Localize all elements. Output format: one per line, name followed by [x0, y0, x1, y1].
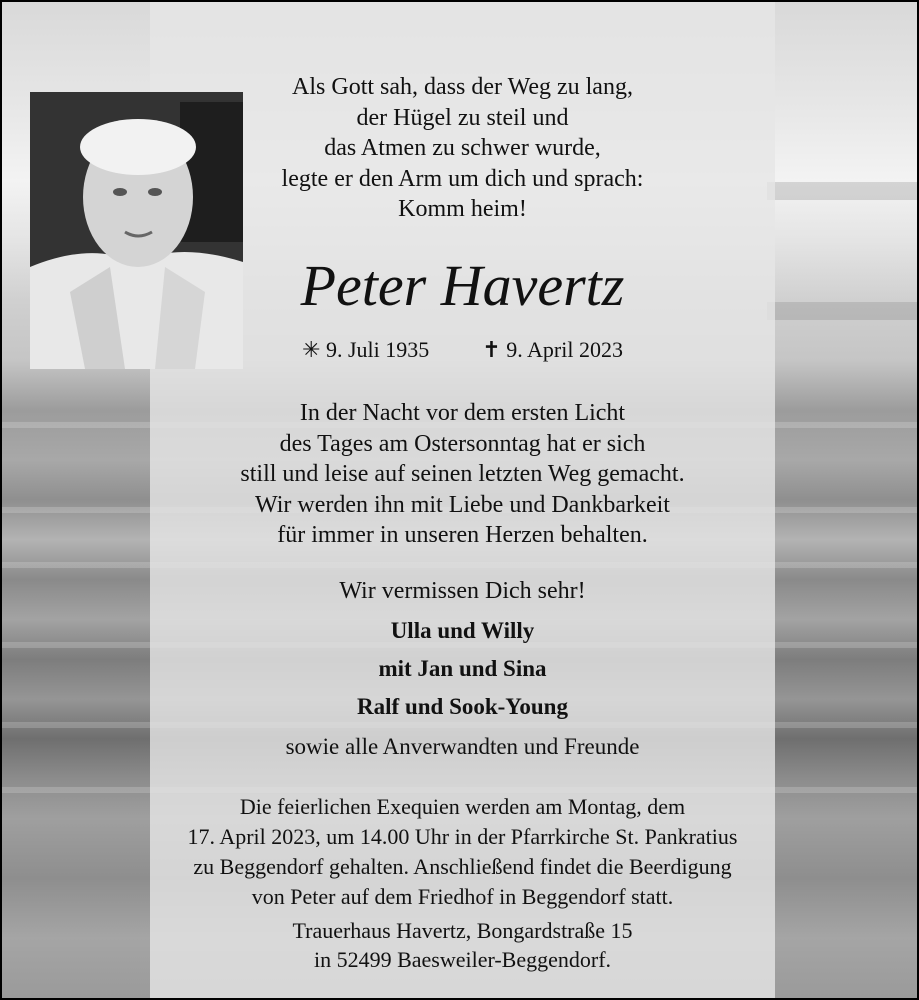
poem — [150, 72, 775, 225]
family-member: Ralf und Sook-Young — [357, 694, 568, 719]
funeral-line: Die feierlichen Exequien werden am Montag, dem — [239, 794, 686, 819]
poem-line: Als Gott sah, dass der Weg zu lang, — [292, 74, 633, 100]
funeral-line: von Peter auf dem Friedhof in Beggendorf statt. — [251, 884, 674, 909]
background-cloud — [767, 182, 917, 200]
mourning-address — [150, 916, 775, 974]
funeral-info — [150, 792, 775, 912]
life-dates — [150, 336, 775, 364]
birth-date: 9. Juli 1935 — [325, 337, 430, 362]
memorial-line: In der Nacht vor dem ersten Licht — [299, 400, 626, 426]
memorial-line: Wir werden ihn mit Liebe und Dankbarkeit — [255, 491, 670, 518]
death-date: 9. April 2023 — [506, 337, 623, 362]
family-member: Ulla und Willy — [390, 618, 535, 643]
memorial-line: still und leise auf seinen letzten Weg gemacht. — [240, 461, 685, 487]
background-cloud — [767, 302, 917, 320]
death-cross-icon: ✝ — [482, 337, 501, 362]
miss-you-line: Wir vermissen Dich sehr! — [339, 578, 586, 604]
address-line: Trauerhaus Havertz, Bongardstraße 15 — [292, 918, 633, 943]
relatives-line: sowie alle Anverwandten und Freunde — [285, 734, 640, 759]
poem-line: Komm heim! — [398, 196, 527, 222]
poem-line: der Hügel zu steil und — [356, 104, 569, 131]
funeral-line: 17. April 2023, um 14.00 Uhr in der Pfarrkirche St. Pankratius — [187, 824, 738, 849]
address-line: in 52499 Baesweiler-Beggendorf. — [313, 947, 612, 972]
funeral-line: zu Beggendorf gehalten. Anschließend findet die Beerdigung — [193, 854, 732, 879]
family-member: mit Jan und Sina — [378, 656, 547, 681]
memorial-text — [150, 398, 775, 551]
poem-line: das Atmen zu schwer wurde, — [324, 135, 601, 161]
poem-line: legte er den Arm um dich und sprach: — [281, 165, 644, 192]
birth-star-icon: ✳ — [302, 337, 321, 362]
memorial-line: für immer in unseren Herzen behalten. — [277, 522, 648, 548]
family-names — [150, 612, 775, 726]
deceased-name: Peter Havertz — [300, 253, 625, 318]
memorial-line: des Tages am Ostersonntag hat er sich — [279, 430, 646, 457]
